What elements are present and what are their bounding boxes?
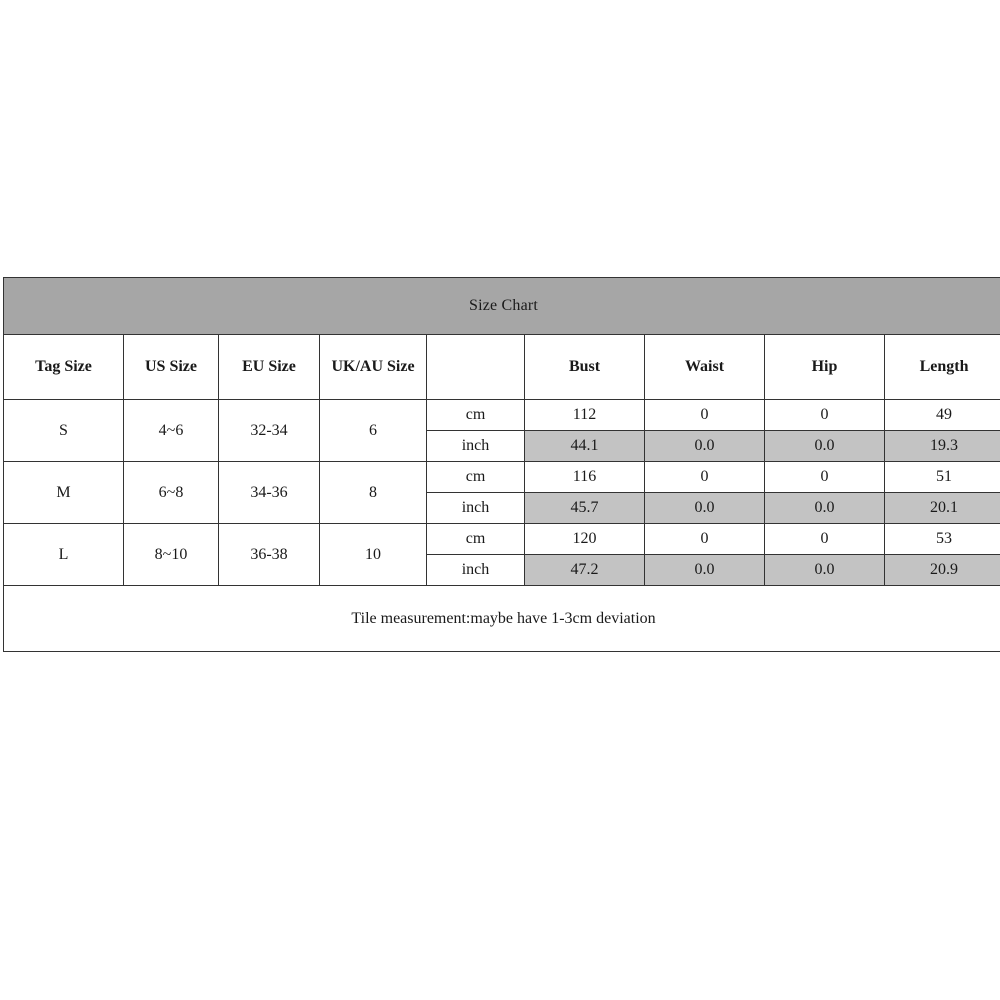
unit-cell: cm bbox=[427, 462, 525, 493]
unit-cell: inch bbox=[427, 493, 525, 524]
length-cell: 19.3 bbox=[885, 431, 1000, 462]
measurement-note: Tile measurement:maybe have 1-3cm deviation bbox=[4, 586, 1000, 652]
length-cell: 49 bbox=[885, 400, 1000, 431]
header-hip: Hip bbox=[765, 335, 885, 400]
header-eu-size: EU Size bbox=[219, 335, 320, 400]
us-size-cell: 4~6 bbox=[124, 400, 219, 462]
tag-size-cell: L bbox=[4, 524, 124, 586]
waist-cell: 0 bbox=[645, 462, 765, 493]
eu-size-cell: 34-36 bbox=[219, 462, 320, 524]
tag-size-cell: S bbox=[4, 400, 124, 462]
waist-cell: 0.0 bbox=[645, 493, 765, 524]
eu-size-cell: 36-38 bbox=[219, 524, 320, 586]
header-ukau-size: UK/AU Size bbox=[320, 335, 427, 400]
length-cell: 20.9 bbox=[885, 555, 1000, 586]
hip-cell: 0 bbox=[765, 524, 885, 555]
unit-cell: cm bbox=[427, 524, 525, 555]
tag-size-cell: M bbox=[4, 462, 124, 524]
ukau-size-cell: 6 bbox=[320, 400, 427, 462]
hip-cell: 0.0 bbox=[765, 555, 885, 586]
waist-cell: 0.0 bbox=[645, 431, 765, 462]
bust-cell: 112 bbox=[525, 400, 645, 431]
waist-cell: 0.0 bbox=[645, 555, 765, 586]
bust-cell: 116 bbox=[525, 462, 645, 493]
waist-cell: 0 bbox=[645, 400, 765, 431]
ukau-size-cell: 8 bbox=[320, 462, 427, 524]
hip-cell: 0.0 bbox=[765, 493, 885, 524]
hip-cell: 0.0 bbox=[765, 431, 885, 462]
header-us-size: US Size bbox=[124, 335, 219, 400]
length-cell: 20.1 bbox=[885, 493, 1000, 524]
header-row bbox=[4, 335, 1000, 400]
table-row bbox=[4, 524, 1000, 555]
bust-cell: 45.7 bbox=[525, 493, 645, 524]
header-tag-size: Tag Size bbox=[4, 335, 124, 400]
size-chart bbox=[3, 277, 1000, 654]
table-row bbox=[4, 462, 1000, 493]
unit-cell: inch bbox=[427, 555, 525, 586]
waist-cell: 0 bbox=[645, 524, 765, 555]
length-cell: 53 bbox=[885, 524, 1000, 555]
header-bust: Bust bbox=[525, 335, 645, 400]
length-cell: 51 bbox=[885, 462, 1000, 493]
header-unit bbox=[427, 335, 525, 400]
ukau-size-cell: 10 bbox=[320, 524, 427, 586]
header-waist: Waist bbox=[645, 335, 765, 400]
size-table bbox=[3, 277, 1000, 652]
chart-title: Size Chart bbox=[4, 278, 1000, 335]
bust-cell: 47.2 bbox=[525, 555, 645, 586]
bust-cell: 120 bbox=[525, 524, 645, 555]
hip-cell: 0 bbox=[765, 400, 885, 431]
us-size-cell: 8~10 bbox=[124, 524, 219, 586]
eu-size-cell: 32-34 bbox=[219, 400, 320, 462]
header-length: Length bbox=[885, 335, 1000, 400]
us-size-cell: 6~8 bbox=[124, 462, 219, 524]
unit-cell: inch bbox=[427, 431, 525, 462]
unit-cell: cm bbox=[427, 400, 525, 431]
table-row bbox=[4, 400, 1000, 431]
hip-cell: 0 bbox=[765, 462, 885, 493]
bust-cell: 44.1 bbox=[525, 431, 645, 462]
